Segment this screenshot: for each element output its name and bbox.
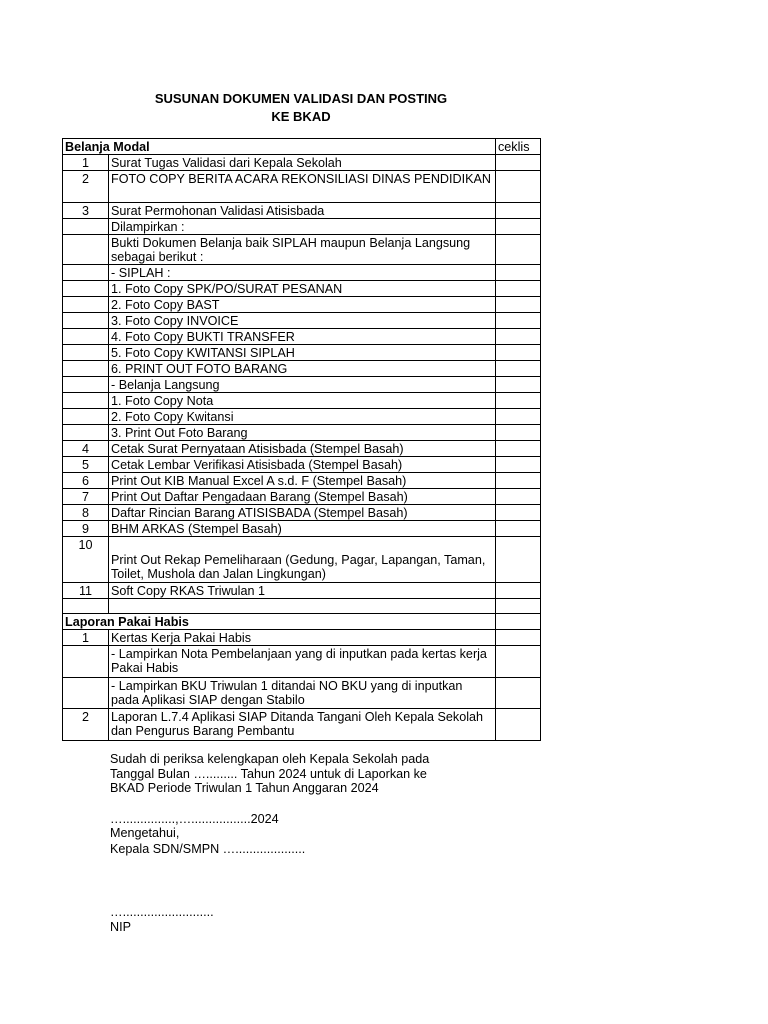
- row-text: 2. Foto Copy BAST: [109, 297, 496, 313]
- check-cell[interactable]: [496, 219, 541, 235]
- acknowledge-label: Mengetahui,: [110, 826, 180, 840]
- document-title-line2: KE BKAD: [271, 109, 331, 124]
- table-row: [63, 203, 541, 219]
- check-cell[interactable]: [496, 457, 541, 473]
- table-row: [63, 457, 541, 473]
- table-row: [63, 361, 541, 377]
- row-text: Kertas Kerja Pakai Habis: [109, 630, 496, 646]
- table-row: [63, 329, 541, 345]
- row-text: Print Out Rekap Pemeliharaan (Gedung, Pagar, Lapangan, Taman, Toilet, Mushola dan Jalan Lingkungan): [109, 537, 496, 583]
- check-cell[interactable]: [496, 521, 541, 537]
- table-row: [63, 489, 541, 505]
- table-row: [63, 265, 541, 281]
- row-text: - Lampirkan Nota Pembelanjaan yang di inputkan pada kertas kerja Pakai Habis: [109, 646, 496, 678]
- check-cell[interactable]: [496, 313, 541, 329]
- check-cell[interactable]: [496, 678, 541, 709]
- check-cell[interactable]: [496, 297, 541, 313]
- statement-line-3: BKAD Periode Triwulan 1 Tahun Anggaran 2024: [110, 781, 379, 795]
- check-cell[interactable]: [496, 281, 541, 297]
- row-text: 1. Foto Copy Nota: [109, 393, 496, 409]
- row-text: 3. Print Out Foto Barang: [109, 425, 496, 441]
- table-row: [63, 709, 541, 741]
- table-row: [63, 219, 541, 235]
- blank-cell: [109, 599, 496, 614]
- blank-cell: [496, 599, 541, 614]
- table-row: [63, 678, 541, 709]
- row-text: 3. Foto Copy INVOICE: [109, 313, 496, 329]
- row-text: FOTO COPY BERITA ACARA REKONSILIASI DINAS PENDIDIKAN: [109, 171, 496, 203]
- row-text: Soft Copy RKAS Triwulan 1: [109, 583, 496, 599]
- row-number: 1: [63, 155, 109, 171]
- row-number: [63, 281, 109, 297]
- principal-label: Kepala SDN/SMPN …....................: [110, 842, 306, 856]
- row-number: 10: [63, 537, 109, 583]
- row-text: - Lampirkan BKU Triwulan 1 ditandai NO BKU yang di inputkan pada Aplikasi SIAP dengan Stabilo: [109, 678, 496, 709]
- row-number: [63, 409, 109, 425]
- check-cell[interactable]: [496, 646, 541, 678]
- row-number: [63, 329, 109, 345]
- row-number: 1: [63, 630, 109, 646]
- row-text: 5. Foto Copy KWITANSI SIPLAH: [109, 345, 496, 361]
- table-row: [63, 583, 541, 599]
- check-cell[interactable]: [496, 155, 541, 171]
- blank-cell: [496, 614, 541, 630]
- row-number: [63, 425, 109, 441]
- table-row: [63, 630, 541, 646]
- table-row: [63, 473, 541, 489]
- section-header-belanja-modal: Belanja Modal: [63, 139, 496, 155]
- row-text: 1. Foto Copy SPK/PO/SURAT PESANAN: [109, 281, 496, 297]
- check-cell[interactable]: [496, 537, 541, 583]
- check-cell[interactable]: [496, 393, 541, 409]
- table-row: [63, 155, 541, 171]
- check-cell[interactable]: [496, 203, 541, 219]
- row-text: - SIPLAH :: [109, 265, 496, 281]
- statement-line-1: Sudah di periksa kelengkapan oleh Kepala Sekolah pada: [110, 752, 430, 766]
- row-text: Dilampirkan :: [109, 219, 496, 235]
- row-number: 7: [63, 489, 109, 505]
- check-cell[interactable]: [496, 489, 541, 505]
- row-number: [63, 313, 109, 329]
- check-cell[interactable]: [496, 409, 541, 425]
- blank-row: [63, 599, 541, 614]
- document-title-line1: SUSUNAN DOKUMEN VALIDASI DAN POSTING: [154, 91, 448, 106]
- row-number: 2: [63, 171, 109, 203]
- check-cell[interactable]: [496, 441, 541, 457]
- row-number: [63, 377, 109, 393]
- row-number: [63, 361, 109, 377]
- nip-label: NIP: [110, 920, 131, 934]
- row-number: [63, 265, 109, 281]
- row-number: [63, 393, 109, 409]
- row-text: Cetak Surat Pernyataan Atisisbada (Stempel Basah): [109, 441, 496, 457]
- table-row: [63, 505, 541, 521]
- section-header-laporan-pakai-habis: Laporan Pakai Habis: [63, 614, 496, 630]
- check-cell[interactable]: [496, 345, 541, 361]
- row-text: Daftar Rincian Barang ATISISBADA (Stempel Basah): [109, 505, 496, 521]
- check-cell[interactable]: [496, 171, 541, 203]
- row-number: 2: [63, 709, 109, 741]
- row-number: [63, 646, 109, 678]
- row-text: Print Out KIB Manual Excel A s.d. F (Stempel Basah): [109, 473, 496, 489]
- check-cell[interactable]: [496, 361, 541, 377]
- signature-line: …..........................: [110, 905, 214, 919]
- ceklis-header: ceklis: [496, 139, 541, 155]
- check-cell[interactable]: [496, 473, 541, 489]
- row-text: Surat Tugas Validasi dari Kepala Sekolah: [109, 155, 496, 171]
- check-cell[interactable]: [496, 235, 541, 265]
- check-cell[interactable]: [496, 583, 541, 599]
- row-text: - Belanja Langsung: [109, 377, 496, 393]
- row-number: 3: [63, 203, 109, 219]
- table-row: [63, 171, 541, 203]
- table-row: [63, 425, 541, 441]
- table-row: [63, 297, 541, 313]
- row-text: 4. Foto Copy BUKTI TRANSFER: [109, 329, 496, 345]
- row-text: 2. Foto Copy Kwitansi: [109, 409, 496, 425]
- row-text: Bukti Dokumen Belanja baik SIPLAH maupun Belanja Langsung sebagai berikut :: [109, 235, 496, 265]
- table-row: [63, 393, 541, 409]
- table-row: [63, 345, 541, 361]
- check-cell[interactable]: [496, 425, 541, 441]
- table-row: [63, 281, 541, 297]
- row-number: 6: [63, 473, 109, 489]
- table-row: [63, 521, 541, 537]
- row-number: 9: [63, 521, 109, 537]
- check-cell[interactable]: [496, 377, 541, 393]
- row-number: 8: [63, 505, 109, 521]
- check-cell[interactable]: [496, 709, 541, 741]
- date-line: …...............,….................2024: [110, 812, 279, 826]
- row-number: 4: [63, 441, 109, 457]
- table-row: [63, 646, 541, 678]
- table-row: [63, 441, 541, 457]
- row-number: [63, 345, 109, 361]
- check-cell[interactable]: [496, 630, 541, 646]
- check-cell[interactable]: [496, 329, 541, 345]
- row-number: [63, 219, 109, 235]
- row-number: [63, 297, 109, 313]
- check-cell[interactable]: [496, 505, 541, 521]
- row-number: [63, 235, 109, 265]
- table-row: [63, 377, 541, 393]
- section-header-row: [63, 139, 541, 155]
- section-header-row: [63, 614, 541, 630]
- table-row: [63, 235, 541, 265]
- table-row: [63, 313, 541, 329]
- blank-cell: [63, 599, 109, 614]
- table-row: [63, 537, 541, 583]
- row-number: 11: [63, 583, 109, 599]
- statement-line-2: Tanggal Bulan …......... Tahun 2024 untuk di Laporkan ke: [110, 767, 427, 781]
- row-text: 6. PRINT OUT FOTO BARANG: [109, 361, 496, 377]
- row-text: BHM ARKAS (Stempel Basah): [109, 521, 496, 537]
- row-text: Laporan L.7.4 Aplikasi SIAP Ditanda Tangani Oleh Kepala Sekolah dan Pengurus Barang Pembantu: [109, 709, 496, 741]
- row-text: Surat Permohonan Validasi Atisisbada: [109, 203, 496, 219]
- row-number: [63, 678, 109, 709]
- checklist-table: [62, 138, 541, 741]
- row-text: Print Out Daftar Pengadaan Barang (Stempel Basah): [109, 489, 496, 505]
- table-row: [63, 409, 541, 425]
- row-text: Cetak Lembar Verifikasi Atisisbada (Stempel Basah): [109, 457, 496, 473]
- row-number: 5: [63, 457, 109, 473]
- check-cell[interactable]: [496, 265, 541, 281]
